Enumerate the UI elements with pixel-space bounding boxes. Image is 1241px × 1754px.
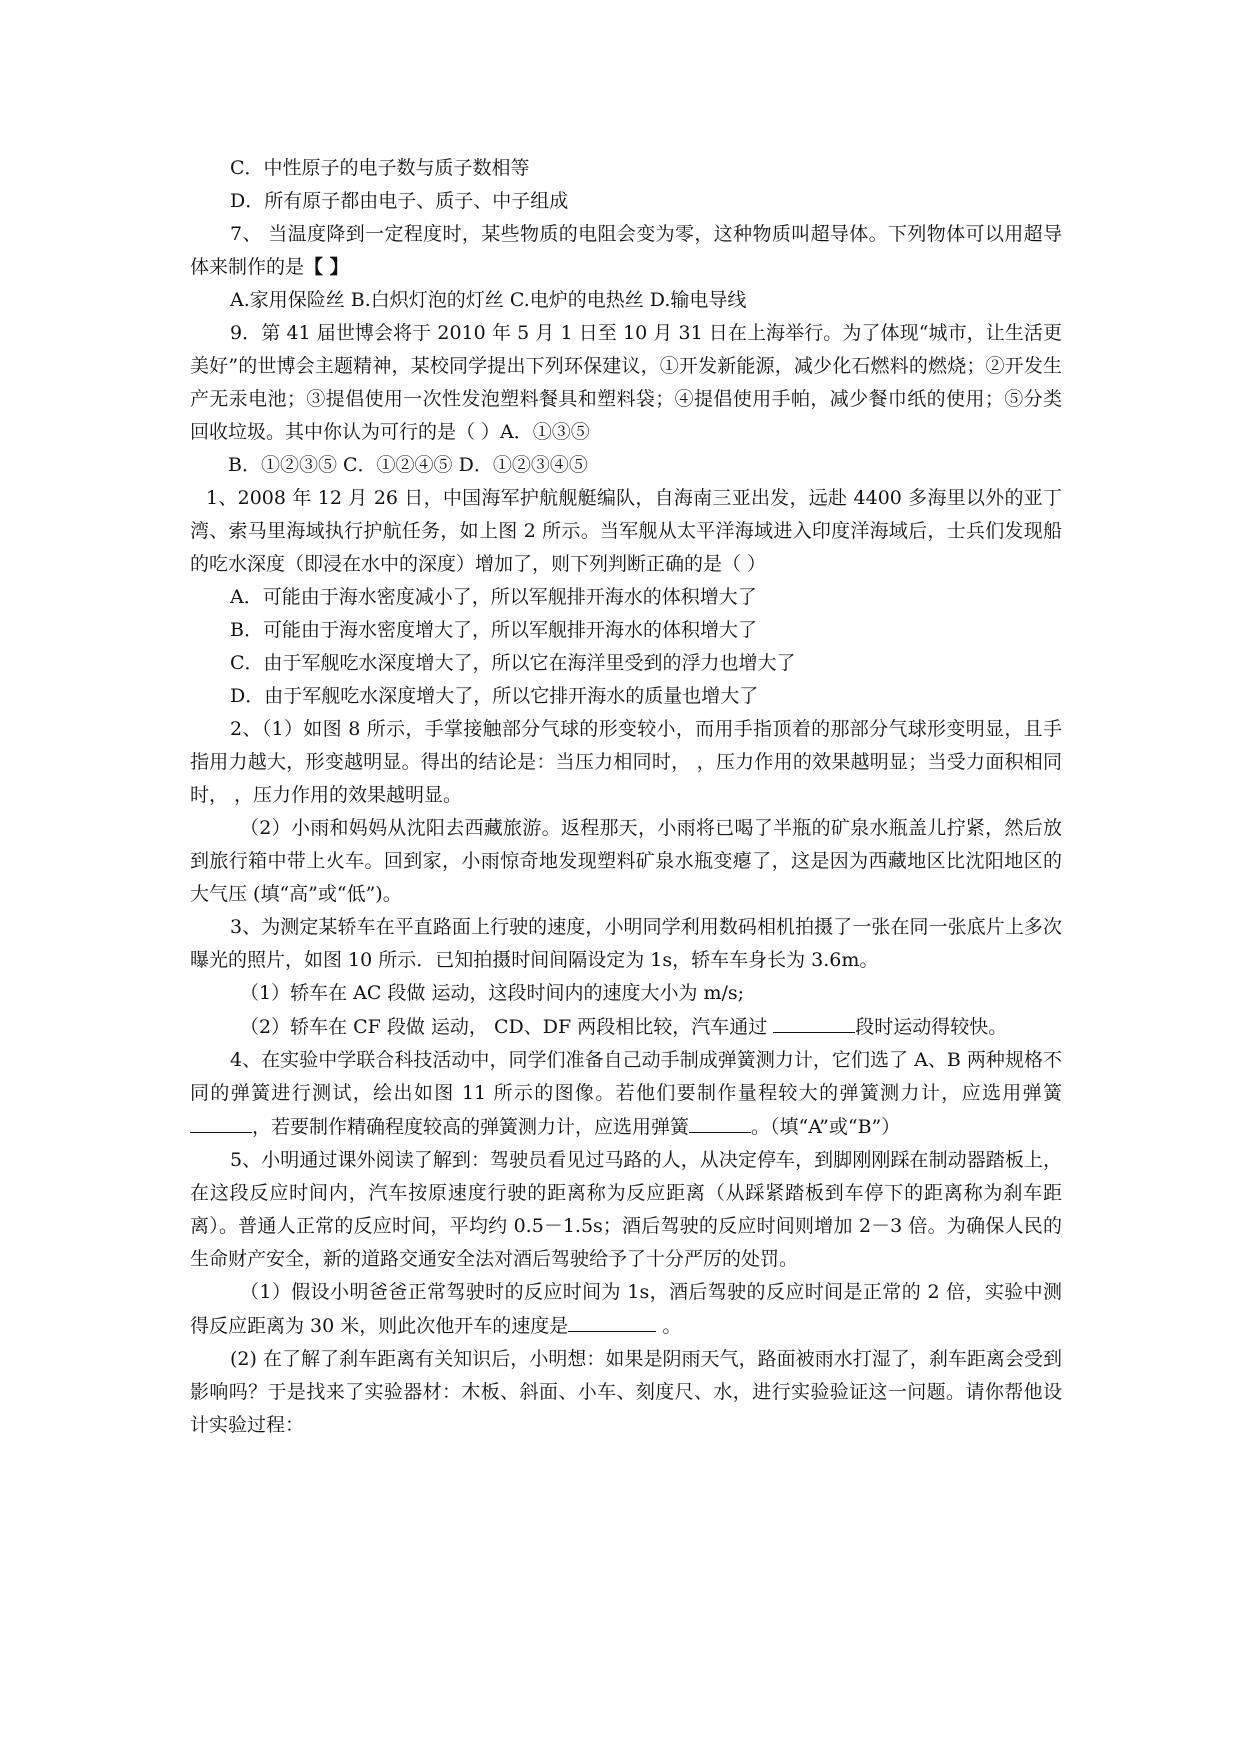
question-5: 5、小明通过课外阅读了解到：驾驶员看见过马路的人，从决定停车，到脚刚刚踩在制动器踏板上，在这段反应时间内，汽车按原速度行驶的距离称为反应距离（从踩紧踏板到车停下的距离称为刹车距离）。普通人正常的反应时间，平均约 0.5－1.5s；酒后驾驶的反应时间则增加 2－3 倍。为确保人民的生命财产安全，新的道路交通安全法对酒后驾驶给予了十分严厉的处罚。 [190, 1149, 1062, 1270]
question-4-text-2: ，若要制作精确程度较高的弹簧测力计，应选用弹簧 [252, 1116, 690, 1138]
question-3-part-2-tail: 段时运动得较快。 [855, 1016, 1008, 1038]
question-3-part-2 [190, 1010, 1062, 1044]
question-9-options: B．①②③⑤ C．①②④⑤ D．①②③④⑤ [228, 454, 588, 476]
question-4 [190, 1044, 1062, 1144]
option-d-q6: D．所有原子都由电子、质子、中子组成 [230, 190, 569, 212]
question-1-option-c: C．由于军舰吃水深度增大了，所以它在海洋里受到的浮力也增大了 [230, 652, 796, 674]
answer-blank [689, 1110, 751, 1133]
document-page [190, 152, 1062, 1442]
question-7-text: 7、 当温度降到一定程度时，某些物质的电阻会变为零，这种物质叫超导体。下列物体可以用超导体来制作的是 [190, 223, 1062, 278]
question-2-part-1: 2、（1）如图 8 所示，手掌接触部分气球的形变较小，而用手指顶着的那部分气球形变明显，且手指用力越大，形变越明显。得出的结论是：当压力相同时， ，压力作用的效果越明显；当受力面积相同时， ，压力作用的效果越明显。 [190, 718, 1062, 806]
question-1: 1、2008 年 12 月 26 日，中国海军护航舰艇编队，自海南三亚出发，远赴 4400 多海里以外的亚丁湾、索马里海域执行护航任务，如上图 2 所示。当军舰从太平洋海域进入印度洋海域后，士兵们发现船的吃水深度（即浸在水中的深度）增加了，则下列判断正确的是（ ） [190, 487, 1062, 575]
question-5-part-1-tail: 。 [662, 1315, 682, 1337]
question-2-part-2: （2）小雨和妈妈从沈阳去西藏旅游。返程那天，小雨将已喝了半瓶的矿泉水瓶盖儿拧紧，然后放到旅行箱中带上火车。回到家，小雨惊奇地发现塑料矿泉水瓶变瘪了，这是因为西藏地区比沈阳地区的大气压 (填“高”或“低”)。 [190, 817, 1062, 905]
question-3-part-1: （1）轿车在 AC 段做 运动，这段时间内的速度大小为 m/s; [240, 982, 745, 1004]
option-c-q6: C．中性原子的电子数与质子数相等 [230, 157, 530, 179]
question-5-part-1 [190, 1276, 1062, 1343]
question-9: 9．第 41 届世博会将于 2010 年 5 月 1 日至 10 月 31 日在上海举行。为了体现“城市，让生活更美好”的世博会主题精神，某校同学提出下列环保建议，①开发新能源，减少化石燃料的燃烧；②开发生产无汞电池；③提倡使用一次性发泡塑料餐具和塑料袋；④提倡使用手帕，减少餐巾纸的使用；⑤分类回收垃圾。其中你认为可行的是（ ）A．①③⑤ [190, 322, 1062, 443]
question-4-text: 4、在实验中学联合科技活动中，同学们准备自己动手制成弹簧测力计，它们选了 A、B 两种规格不同的弹簧进行测试，绘出如图 11 所示的图像。若他们要制作量程较大的弹簧测力计，应选用弹簧 [190, 1049, 1062, 1104]
question-5-part-2: (2) 在了解了刹车距离有关知识后，小明想：如果是阴雨天气，路面被雨水打湿了，刹车距离会受到影响吗？于是找来了实验器材：木板、斜面、小车、刻度尺、水，进行实验验证这一问题。请你帮他设计实验过程： [190, 1348, 1062, 1436]
question-5-part-1-text: （1）假设小明爸爸正常驾驶时的反应时间为 1s，酒后驾驶的反应时间是正常的 2 倍，实验中测得反应距离为 30 米，则此次他开车的速度是 [190, 1281, 1062, 1337]
question-1-option-d: D．由于军舰吃水深度增大了，所以它排开海水的质量也增大了 [230, 685, 759, 707]
question-1-option-b: B．可能由于海水密度增大了，所以军舰排开海水的体积增大了 [230, 619, 757, 641]
answer-blank [190, 1110, 252, 1133]
question-7-options: A.家用保险丝 B.白炽灯泡的灯丝 C.电炉的电热丝 D.输电导线 [230, 289, 747, 311]
answer-blank [568, 1309, 656, 1332]
question-1-option-a: A．可能由于海水密度减小了，所以军舰排开海水的体积增大了 [230, 586, 757, 608]
question-3: 3、为测定某轿车在平直路面上行驶的速度，小明同学利用数码相机拍摄了一张在同一张底片上多次曝光的照片，如图 10 所示．已知拍摄时间间隔设定为 1s，轿车车身长为 3.6m。 [190, 916, 1062, 971]
question-3-part-2-text: （2）轿车在 CF 段做 运动， CD、DF 两段相比较，汽车通过 [240, 1016, 768, 1038]
question-7 [190, 218, 1062, 284]
answer-bracket: 【 】 [304, 256, 349, 278]
answer-blank [773, 1010, 855, 1033]
question-4-text-3: 。（填“A”或“B”） [751, 1116, 901, 1138]
